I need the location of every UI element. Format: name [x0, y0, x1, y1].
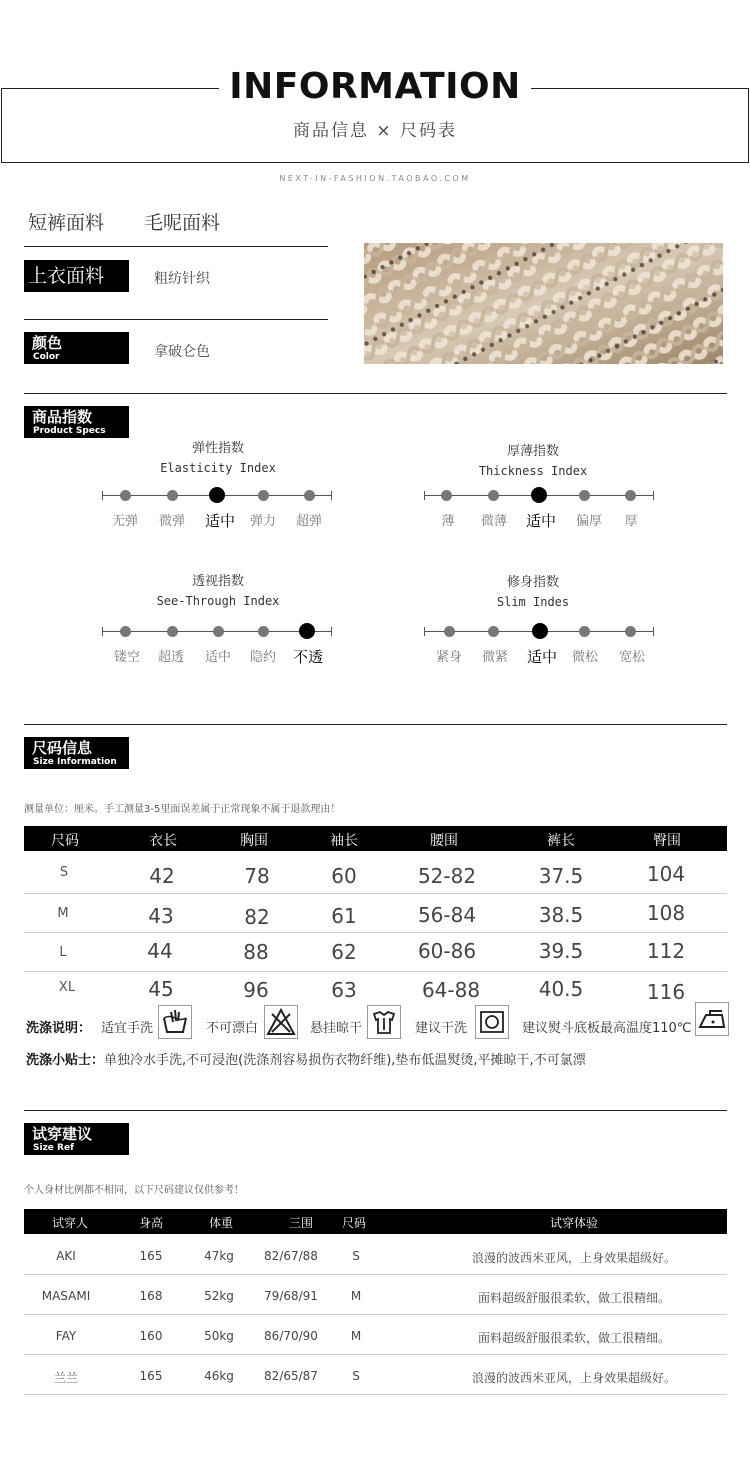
top-fabric-label: 上衣面料	[24, 260, 129, 292]
scale-dot	[120, 626, 131, 637]
size-table-header: 尺码 衣长 胸围 袖长 腰围 裤长 臀围	[24, 826, 727, 851]
page-title: INFORMATION	[0, 66, 750, 107]
size-ref-note: 个人身材比例都不相同，以下尺码建议仅供参考！	[24, 1185, 244, 1196]
section-divider	[24, 724, 727, 725]
fabric-photo	[364, 243, 723, 364]
wash-tips: 洗涤小贴士：单独冷水手洗,不可浸泡(洗涤剂容易损伤衣物纤维),垫布低温熨烫,平摊晾干,不可氯漂	[26, 1053, 586, 1068]
wash-item: 适宜手洗	[101, 1021, 154, 1036]
scale-dot	[625, 626, 636, 637]
thickness-title: 厚薄指数	[506, 444, 559, 459]
wash-item: 不可漂白	[206, 1021, 259, 1036]
scale-dot	[258, 490, 269, 501]
scale-dot	[488, 626, 499, 637]
see-through-title: 透视指数	[191, 574, 244, 589]
slim-scale	[424, 624, 654, 640]
slim-en: Slim Indes	[496, 595, 570, 609]
color-label: 颜色 Color	[24, 332, 129, 364]
table-row: XL 45 96 63 64-88 40.5 116	[58, 977, 686, 1004]
table-row: S 42 78 60 52-82 37.5 104	[24, 855, 727, 894]
iron-icon	[695, 1002, 729, 1036]
shop-url: NEXT-IN-FASHION.TAOBAO.COM	[279, 174, 471, 183]
scale-dot	[167, 490, 178, 501]
wash-item: 建议熨斗底板最高温度110℃	[522, 1021, 692, 1036]
table-row: L 44 88 62 60-86 39.5 112	[24, 933, 727, 972]
thickness-en: Thickness Index	[478, 464, 588, 478]
hang-dry-icon	[367, 1005, 401, 1039]
wash-item: 建议干洗	[415, 1021, 468, 1036]
size-ref-header: 试穿人 身高 体重 三围 尺码 试穿体验	[24, 1209, 727, 1234]
wash-item: 悬挂晾干	[310, 1021, 363, 1036]
slim-title: 修身指数	[506, 575, 559, 590]
page-subtitle: 商品信息 × 尺码表	[292, 121, 458, 141]
table-row: FAY 160 50kg 86/70/90 M 面料超级舒服很柔软，做工很精细。	[24, 1315, 727, 1355]
scale-dot	[444, 626, 455, 637]
thickness-labels: 薄 微薄 适中 偏厚 厚	[441, 512, 638, 530]
scale-dot-selected	[532, 623, 548, 639]
elasticity-labels: 无弹 微弹 适中 弹力 超弹	[111, 512, 322, 530]
table-row: M 43 82 61 56-84 38.5 108	[24, 894, 727, 933]
divider	[24, 319, 328, 320]
divider	[24, 246, 328, 247]
scale-dot	[441, 490, 452, 501]
table-row: 兰兰 165 46kg 82/65/87 S 浪漫的波西米亚风，上身效果超级好。	[24, 1355, 727, 1395]
specs-label: 商品指数 Product Specs	[24, 406, 129, 438]
scale-dot-selected	[531, 487, 547, 503]
scale-dot	[213, 626, 224, 637]
shorts-fabric-label: 短裤面料	[28, 212, 105, 234]
top-fabric-value: 粗纺针织	[154, 271, 210, 287]
elasticity-scale	[102, 488, 332, 504]
slim-labels: 紧身 微紧 适中 微松 宽松	[435, 648, 645, 666]
size-ref-label: 试穿建议 Size Ref	[24, 1123, 129, 1155]
section-divider	[24, 1110, 727, 1111]
table-row: MASAMI 168 52kg 79/68/91 M 面料超级舒服很柔软，做工很精细。	[24, 1275, 727, 1315]
no-bleach-icon	[264, 1005, 298, 1039]
table-row: AKI 165 47kg 82/67/88 S 浪漫的波西米亚风，上身效果超级好。	[24, 1235, 727, 1275]
scale-dot	[488, 490, 499, 501]
scale-dot	[304, 490, 315, 501]
size-info-label: 尺码信息 Size Information	[24, 737, 129, 769]
shorts-fabric-value: 毛呢面料	[144, 212, 221, 234]
see-through-scale	[102, 624, 332, 640]
see-through-labels: 镂空 超透 适中 隐约 不透	[113, 648, 323, 666]
section-divider	[24, 393, 727, 394]
thickness-scale	[424, 488, 654, 504]
scale-dot	[625, 490, 636, 501]
elasticity-title: 弹性指数	[191, 441, 244, 456]
scale-dot	[167, 626, 178, 637]
see-through-en: See-Through Index	[156, 594, 280, 608]
color-value: 拿破仑色	[154, 344, 210, 360]
scale-dot	[579, 626, 590, 637]
measure-note: 测量单位：厘米。手工测量3-5里面误差属于正常现象不属于退款理由！	[24, 804, 341, 815]
dry-clean-icon	[475, 1005, 509, 1039]
scale-dot	[579, 490, 590, 501]
hand-wash-icon	[158, 1005, 192, 1039]
elasticity-en: Elasticity Index	[160, 461, 276, 475]
scale-dot-selected	[209, 487, 225, 503]
wash-label: 洗涤说明：	[26, 1021, 92, 1036]
scale-dot	[258, 626, 269, 637]
scale-dot	[120, 490, 131, 501]
scale-dot-selected	[299, 623, 315, 639]
